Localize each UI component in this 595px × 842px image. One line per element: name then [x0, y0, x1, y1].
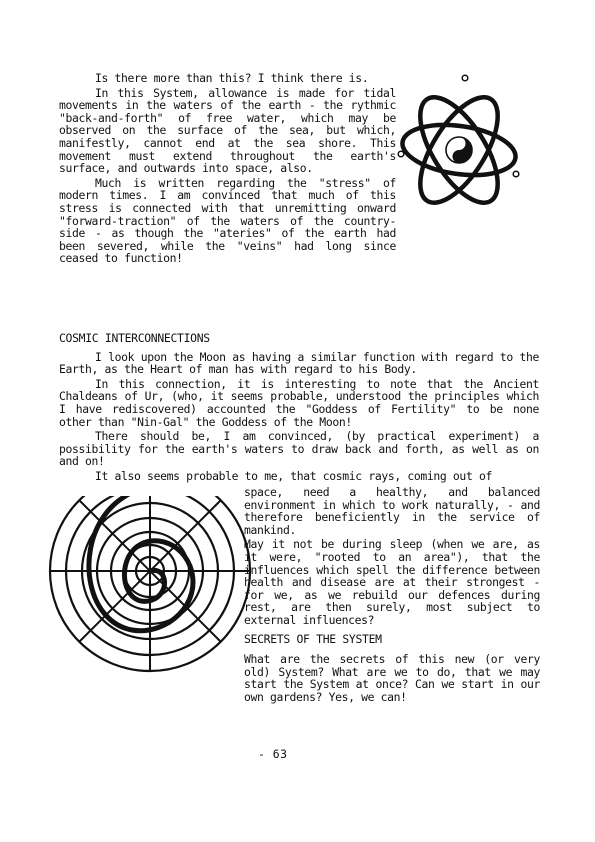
cosmic-paragraph-4-start: It also seems probable to me, that cosmic rays, coming out of [95, 468, 492, 483]
secrets-section [244, 653, 540, 703]
intro-paragraph-1: Is there more than this? I think there is. [95, 71, 369, 85]
intro-paragraph-2: In this System, allowance is made for tidal movements in the waters of the earth - the rythmic "back-and-forth" of free water, which may be observed on the surface of the sea, but which, manifestly, cannot end at the sea shore. This movement must extend throughout the earth's surface, and outwards into space, also. [59, 85, 396, 176]
spiral-circle-diagram-icon [48, 496, 252, 702]
cosmic-section [59, 332, 539, 483]
wrapped-text-column [244, 486, 540, 627]
atom-symbol-icon [397, 70, 521, 228]
cosmic-paragraph-5: May it not be during sleep (when we are, as it were, "rooted to an area"), that the influences which spell the difference between health and disease are at their strongest - for we, as we rebuild our defences during rest, are then surely, most subject to external influences? [244, 537, 540, 627]
intro-paragraph-3: Much is written regarding the "stress" of modern times. I am convinced that much of this stress is connected with that unremitting onward "forward-traction" of the waters of the country-side - as though the "ateries" of the earth had been severed, while the "veins" had long since ceased to function! [59, 175, 396, 266]
cosmic-paragraph-3: There should be, I am convinced, (by practical experiment) a possibility for the earth's waters to draw back and forth, as well as on and on! [59, 429, 539, 469]
section-heading-cosmic: COSMIC INTERCONNECTIONS [59, 331, 210, 345]
section-heading-secrets: SECRETS OF THE SYSTEM [244, 632, 382, 646]
cosmic-paragraph-1: I look upon the Moon as having a similar function with regard to the Earth, as the Heart of man has with regard to his Body. [59, 349, 539, 377]
intro-column [59, 72, 396, 267]
cosmic-paragraph-2: In this connection, it is interesting to note that the Ancient Chaldeans of Ur, (who, it seems probable, understood the principles which I have rediscovered) accounted the "Goddess of Fertility" to be none other than "Nin-Gal" the Goddess of the Moon! [59, 376, 539, 429]
page-number: - 63 [258, 747, 288, 761]
cosmic-paragraph-4-continued: space, need a healthy, and balanced environment in which to work naturally, - and therefore beneficiently in the service of mankind. [244, 485, 540, 537]
secrets-paragraph-1: What are the secrets of this new (or very old) System? What are we to do, that we may start the System at once? Can we start in our own gardens? Yes, we can! [244, 652, 540, 704]
